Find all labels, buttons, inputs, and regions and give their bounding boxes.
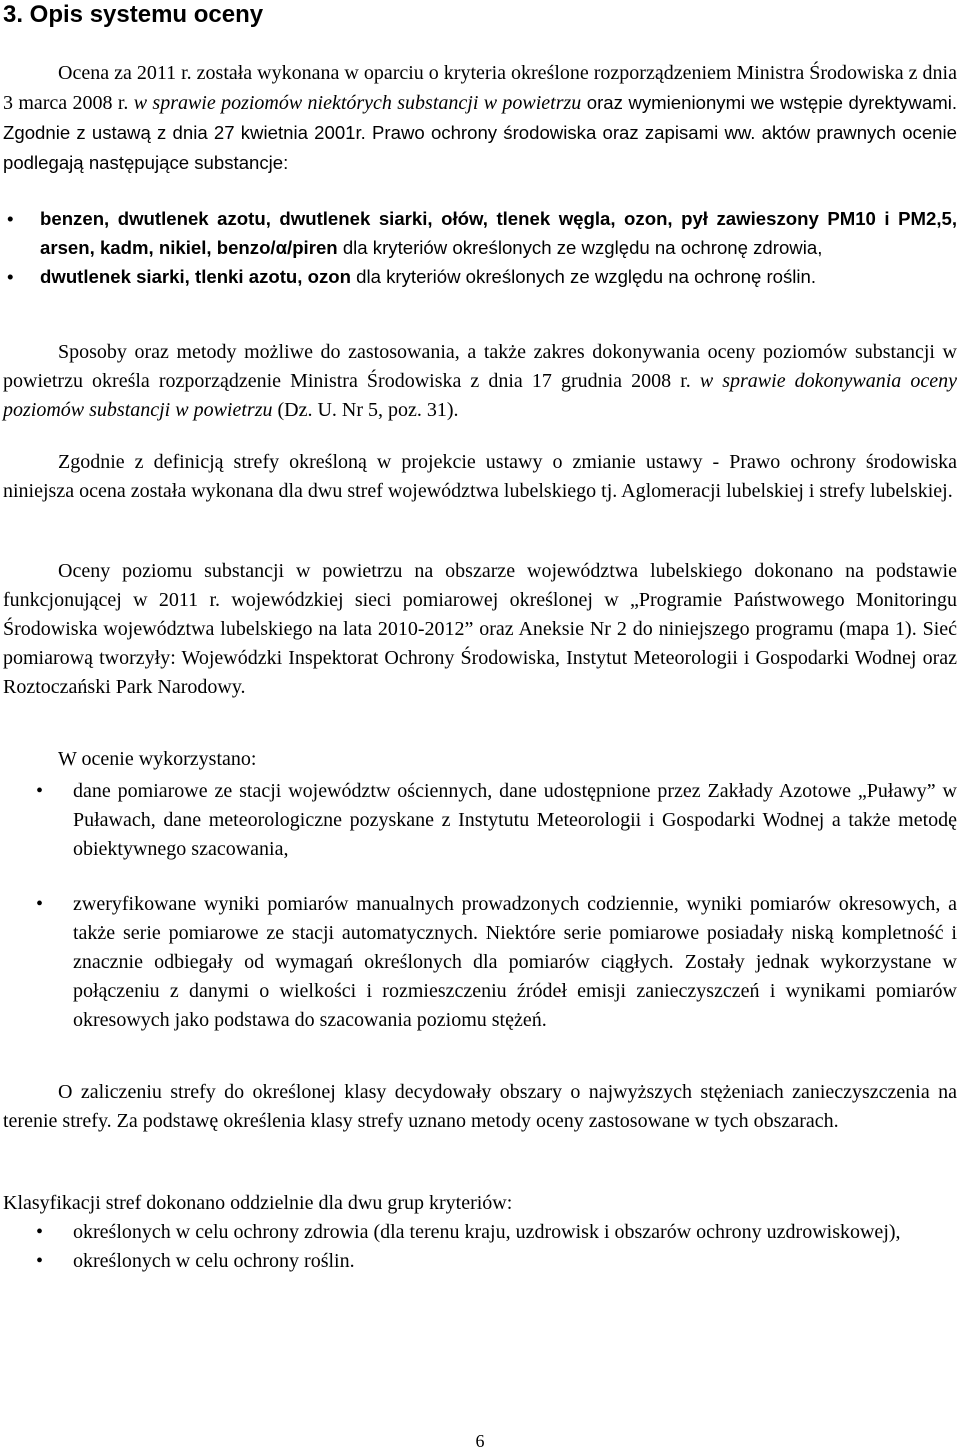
paragraph-zones: Zgodnie z definicją strefy określoną w projekcie ustawy o zmianie ustawy - Prawo ochrony środowiska niniejsza ocena została wykonana dla dwu stref województwa lubelskiego tj. Aglomeracji lubelskiej i strefy lubelskiej. xyxy=(3,451,957,502)
text-segment: Sposoby oraz metody możliwe do zastosowania, a także zakres dokonywania oceny poziomów substancji w powietrzu określa rozporządzenie Ministra Środowiska z dnia 17 grudnia 2008 r. xyxy=(3,341,957,392)
paragraph-network: Oceny poziomu substancji w powietrzu na obszarze województwa lubelskiego dokonano na podstawie funkcjonującej w 2011 r. wojewódzkiej sieci pomiarowej określonej w „Programie Państwowego Monitoringu Środowiska województwa lubelskiego na lata 2010-2012” oraz Aneksie Nr 2 do niniejszego programu (mapa 1). Sieć pomiarową tworzyły: Wojewódzki Inspektorat Ochrony Środowiska, Instytut Meteorologii i Gospodarki Wodnej oraz Roztoczański Park Narodowy. xyxy=(3,560,957,698)
section-heading: 3. Opis systemu oceny xyxy=(3,1,264,28)
regulation-title: w sprawie poziomów niektórych substancji w powietrzu xyxy=(133,92,582,114)
list-item-text: dla kryteriów określonych ze względu na ochronę roślin. xyxy=(350,266,817,287)
paragraph-classification-groups: Klasyfikacji stref dokonano oddzielnie dla dwu grup kryteriów: xyxy=(3,1192,513,1214)
text-segment: oraz wymienionymi we wstępie dyrektywami. Zgodnie z ustawą z dnia 27 kwietnia 2001r. Prawo ochrony środowiska oraz zapisami ww. aktów prawnych ocenie podlegają następujące substancje: xyxy=(3,92,957,173)
paragraph-used-intro: W ocenie wykorzystano: xyxy=(58,748,257,770)
list-item xyxy=(40,204,957,262)
criteria-groups-list xyxy=(73,1218,957,1276)
list-item-text: dla kryteriów określonych ze względu na ochronę zdrowia, xyxy=(337,237,823,258)
list-item: • zweryfikowane wyniki pomiarów manualnych prowadzonych codziennie, wyniki pomiarów okresowych, a także serie pomiarowe ze stacji automatycznych. Niektóre serie pomiarowe posiadały niską kompletność i znacznie odbiegały od wymagań określonych dla pomiarów ciągłych. Zostały jednak wykorzystane w połączeniu z danymi o wielkości i rozmieszczeniu źródeł emisji zanieczyszczeń i wynikami pomiarów okresowych jako podstawa do szacowania poziomu stężeń. xyxy=(73,890,957,1035)
list-item: • dane pomiarowe ze stacji województw ościennych, dane udostępnione przez Zakłady Azotowe „Puławy” w Puławach, dane meteorologiczne pozyskane z Instytutu Meteorologii i Gospodarki Wodnej a także metodę obiektywnego szacowania, xyxy=(73,777,957,864)
text-segment: (Dz. U. Nr 5, poz. 31). xyxy=(272,399,459,421)
substances-bold: benzen, dwutlenek azotu, dwutlenek siarki, ołów, tlenek węgla, ozon, pył zawieszony PM10 i PM2,5, arsen, kadm, nikiel, benzo/α/piren xyxy=(40,208,957,258)
used-sources-list xyxy=(73,777,957,1035)
list-item: • określonych w celu ochrony roślin. xyxy=(73,1247,957,1276)
paragraph-classification-basis: O zaliczeniu strefy do określonej klasy decydowały obszary o najwyższych stężeniach zanieczyszczenia na terenie strefy. Za podstawę określenia klasy strefy uznano metody oceny zastosowane w tych obszarach. xyxy=(3,1081,957,1132)
text-segment: Ocena za 2011 r. została wykonana w oparciu o kryteria określone rozporządzeniem Ministra Środowiska z dnia 3 marca 2008 r. xyxy=(3,62,957,114)
list-item xyxy=(40,262,957,291)
substances-bold: dwutlenek siarki, tlenki azotu, ozon xyxy=(40,266,351,287)
list-item: • określonych w celu ochrony zdrowia (dla terenu kraju, uzdrowisk i obszarów ochrony uzdrowiskowej), xyxy=(73,1218,957,1247)
page-number: 6 xyxy=(475,1431,485,1451)
substances-list xyxy=(40,204,957,291)
regulation-title: w sprawie dokonywania oceny poziomów substancji w powietrzu xyxy=(3,370,957,421)
paragraph-methods xyxy=(3,338,957,425)
paragraph-assessment-basis xyxy=(3,59,957,178)
